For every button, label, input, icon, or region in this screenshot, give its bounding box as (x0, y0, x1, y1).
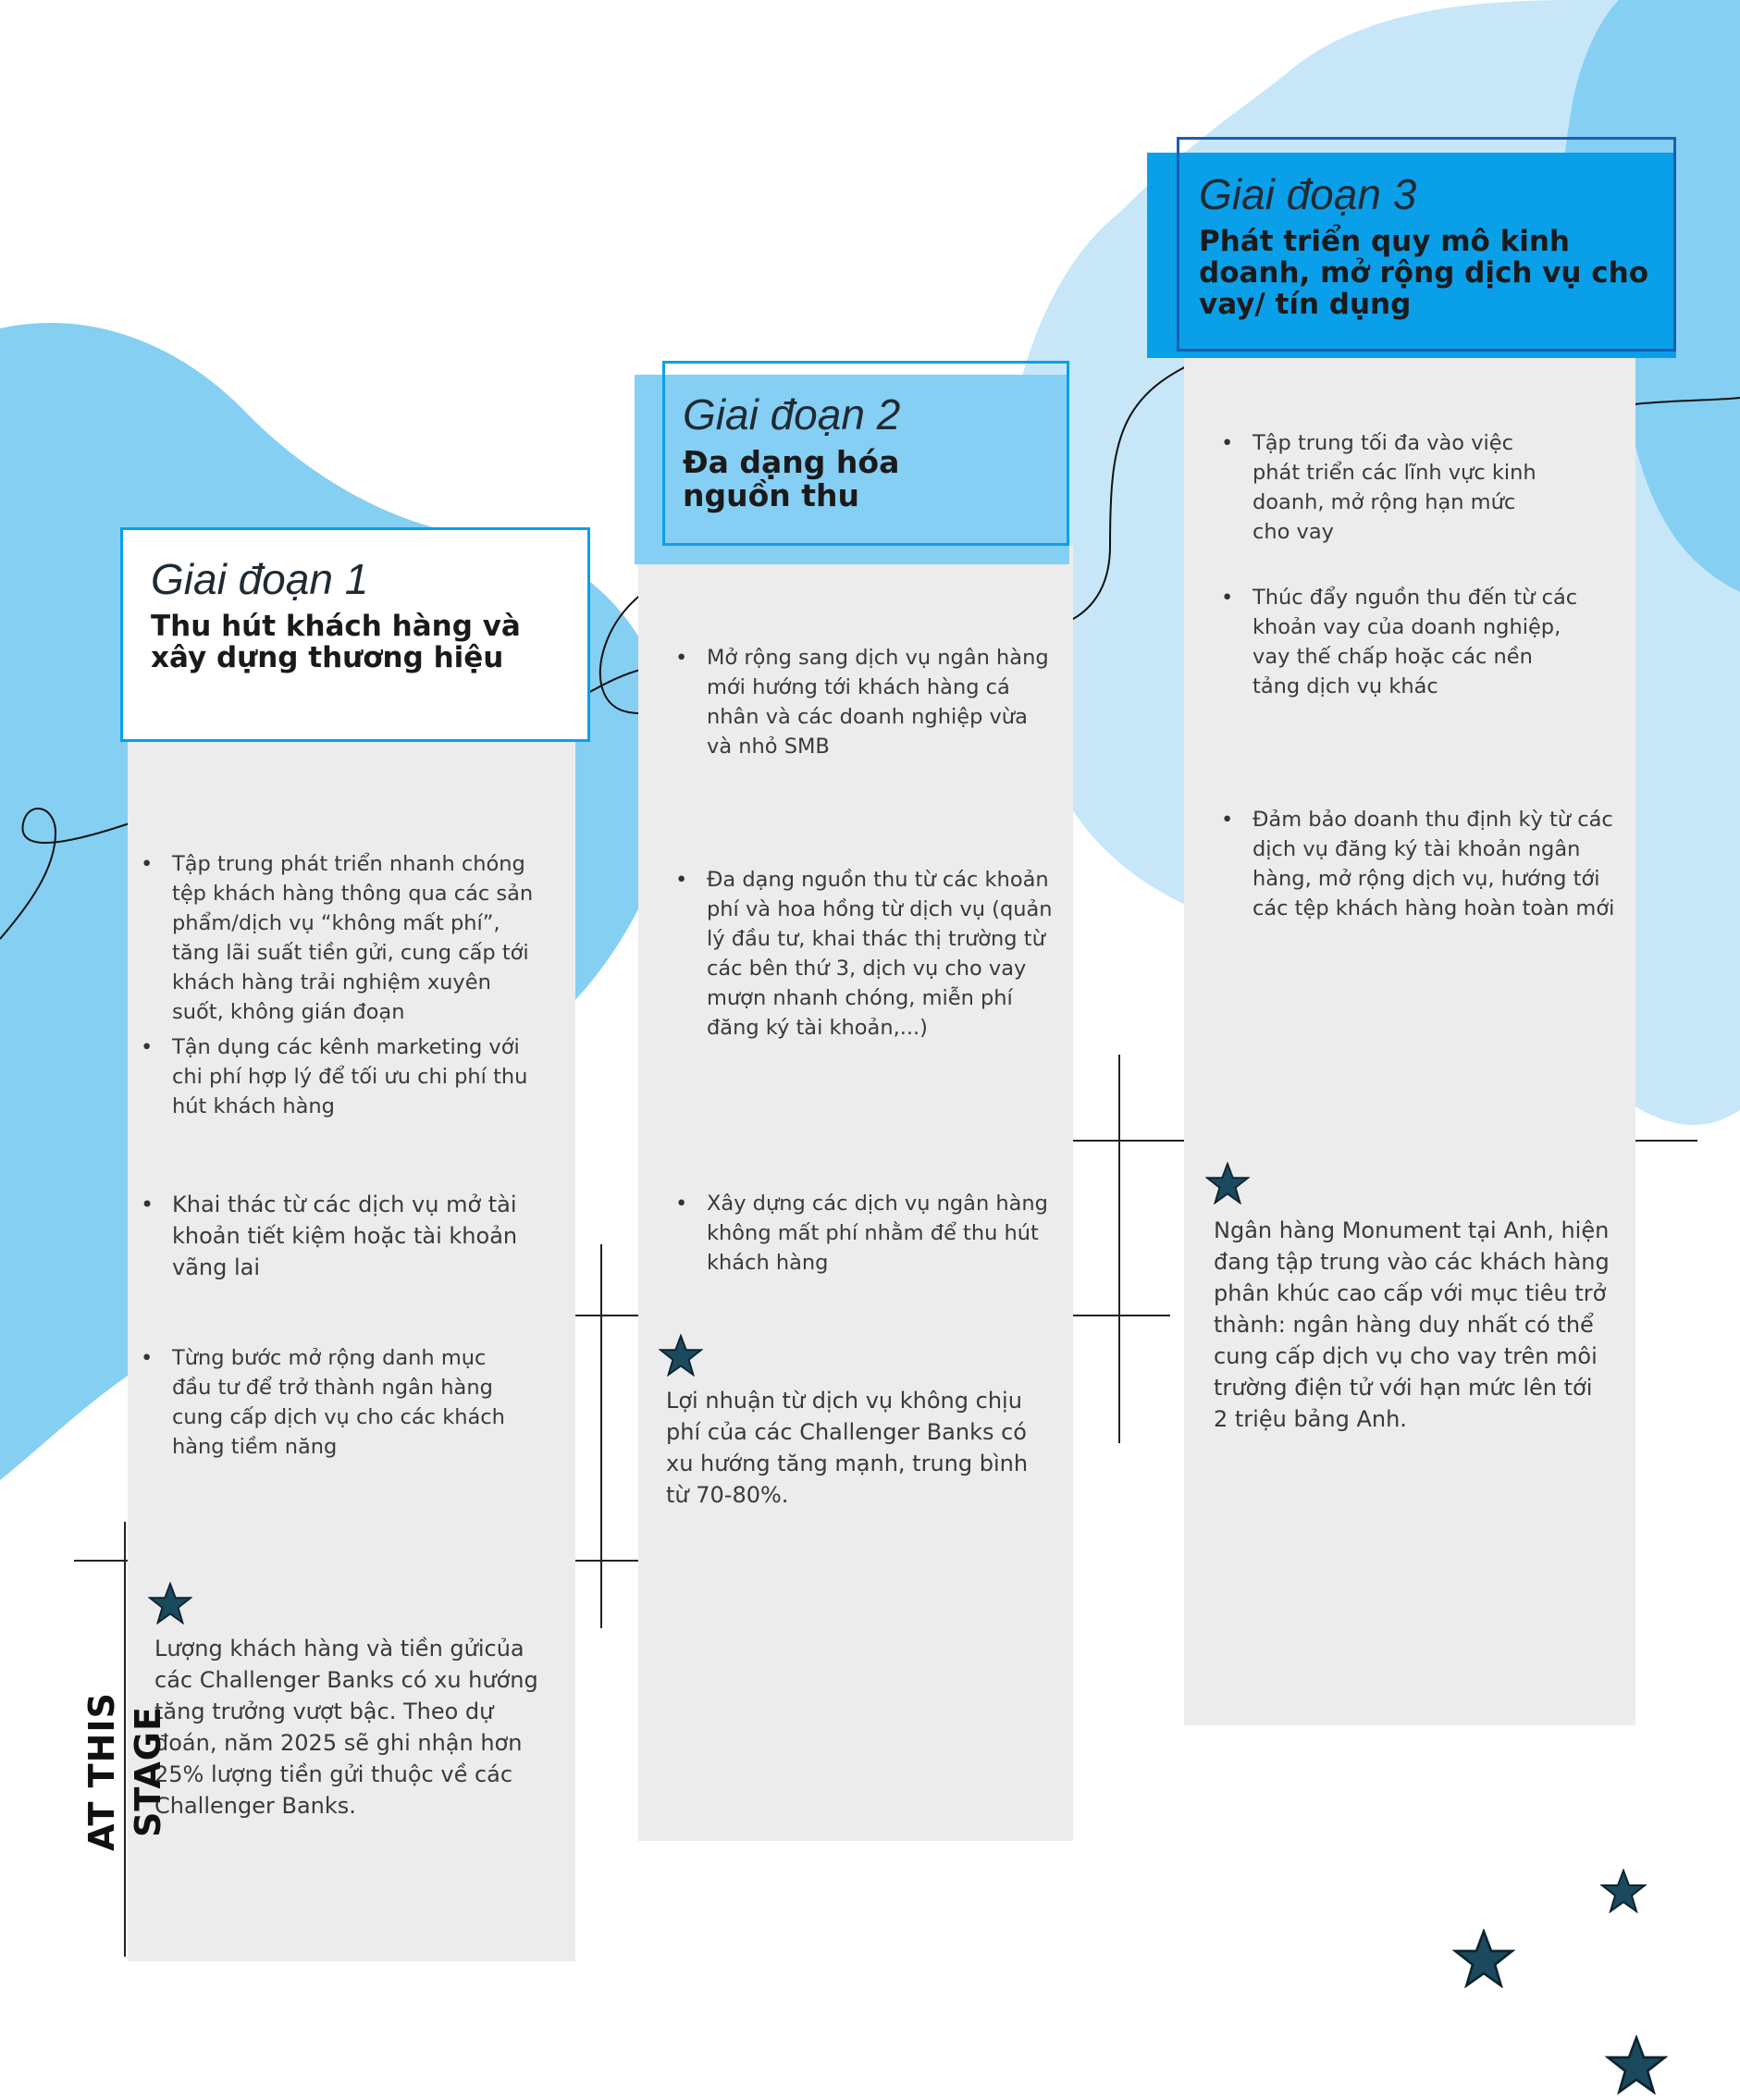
list-item: • Khai thác từ các dịch vụ mở tài khoản tiết kiệm hoặc tài khoản vãng lai (131, 1189, 529, 1283)
list-item: • Tận dụng các kênh marketing với chi phí hợp lý để tối ưu chi phí thu hút khách hàng (131, 1032, 538, 1121)
side-label: AT THIS STAGE (81, 1692, 168, 1851)
star-icon (1452, 1929, 1515, 1988)
stage-1-label: Giai đoạn 1 (151, 555, 369, 603)
stage-3-label: Giai đoạn 3 (1199, 170, 1417, 218)
stage-3-column (1184, 342, 1635, 1725)
list-item: • Mở rộng sang dịch vụ ngân hàng mới hướng tới khách hàng cá nhân và các doanh nghiệp vừa và nhỏ SMB (666, 643, 1055, 761)
star-icon (148, 1582, 192, 1624)
list-item: • Từng bước mở rộng danh mục đầu tư để trở thành ngân hàng cung cấp dịch vụ cho các khách hàng tiềm năng (131, 1343, 529, 1462)
star-icon (1600, 1869, 1647, 1913)
stage-2-subtitle: Đa dạng hóa nguồn thu (683, 443, 900, 513)
stage-3-note: Ngân hàng Monument tại Anh, hiện đang tập trung vào các khách hàng phân khúc cao cấp với mục tiêu trở thành: ngân hàng duy nhất có thể cung cấp dịch vụ cho vay trên môi trường điện tử với hạn mức lên tới 2 triệu bảng Anh. (1214, 1217, 1610, 1432)
stage-1-note: Lượng khách hàng và tiền gửicủa các Challenger Banks có xu hướng tăng trưởng vượt bậc. Theo dự đoán, năm 2025 sẽ ghi nhận hơn 25% lượng tiền gửi thuộc về các Challenger Banks. (154, 1636, 538, 1819)
stage-1-bullets-a (131, 849, 538, 1121)
star-icon (1605, 2035, 1668, 2094)
list-item: • Tập trung tối đa vào việc phát triển các lĩnh vực kinh doanh, mở rộng hạn mức cho vay (1212, 428, 1545, 547)
stage-2-header-outline (662, 361, 1069, 546)
stage-3-subtitle: Phát triển quy mô kinh doanh, mở rộng dịch vụ cho vay/ tín dụng (1199, 224, 1649, 321)
stage-1-header (120, 527, 590, 742)
stage-3-bullets-b (1212, 583, 1582, 701)
star-icon (1205, 1162, 1250, 1204)
list-item: • Xây dựng các dịch vụ ngân hàng không mất phí nhằm để thu hút khách hàng (666, 1189, 1055, 1278)
stage-3-bullets-a (1212, 428, 1545, 547)
star-icon (659, 1334, 703, 1377)
stage-1-subtitle: Thu hút khách hàng và xây dựng thương hiệu (151, 609, 521, 674)
stage-2-label: Giai đoạn 2 (683, 390, 901, 439)
stage-2-note: Lợi nhuận từ dịch vụ không chịu phí của các Challenger Banks có xu hướng tăng mạnh, trung bình từ 70-80%. (666, 1388, 1029, 1508)
stage-2-bullets-c (666, 1189, 1055, 1278)
stage-3-header-outline (1177, 137, 1676, 352)
list-item: • Tập trung phát triển nhanh chóng tệp khách hàng thông qua các sản phẩm/dịch vụ “không mất phí”, tăng lãi suất tiền gửi, cung cấp tới khách hàng trải nghiệm xuyên suốt, không gián đoạn (131, 849, 538, 1027)
stage-1-bullets-b (131, 1189, 529, 1283)
stage-1-bullets-c (131, 1343, 529, 1462)
stage-3-bullets-c (1212, 805, 1619, 923)
stage-2-bullets-b (666, 865, 1055, 1043)
list-item: • Đa dạng nguồn thu từ các khoản phí và hoa hồng từ dịch vụ (quản lý đầu tư, khai thác thị trường từ các bên thứ 3, dịch vụ cho vay mượn nhanh chóng, miễn phí đăng ký tài khoản,...) (666, 865, 1055, 1043)
stage-2-bullets-a (666, 643, 1055, 761)
list-item: • Thúc đẩy nguồn thu đến từ các khoản vay của doanh nghiệp, vay thế chấp hoặc các nền tảng dịch vụ khác (1212, 583, 1582, 701)
list-item: • Đảm bảo doanh thu định kỳ từ các dịch vụ đăng ký tài khoản ngân hàng, mở rộng dịch vụ, hướng tới các tệp khách hàng hoàn toàn mới (1212, 805, 1619, 923)
